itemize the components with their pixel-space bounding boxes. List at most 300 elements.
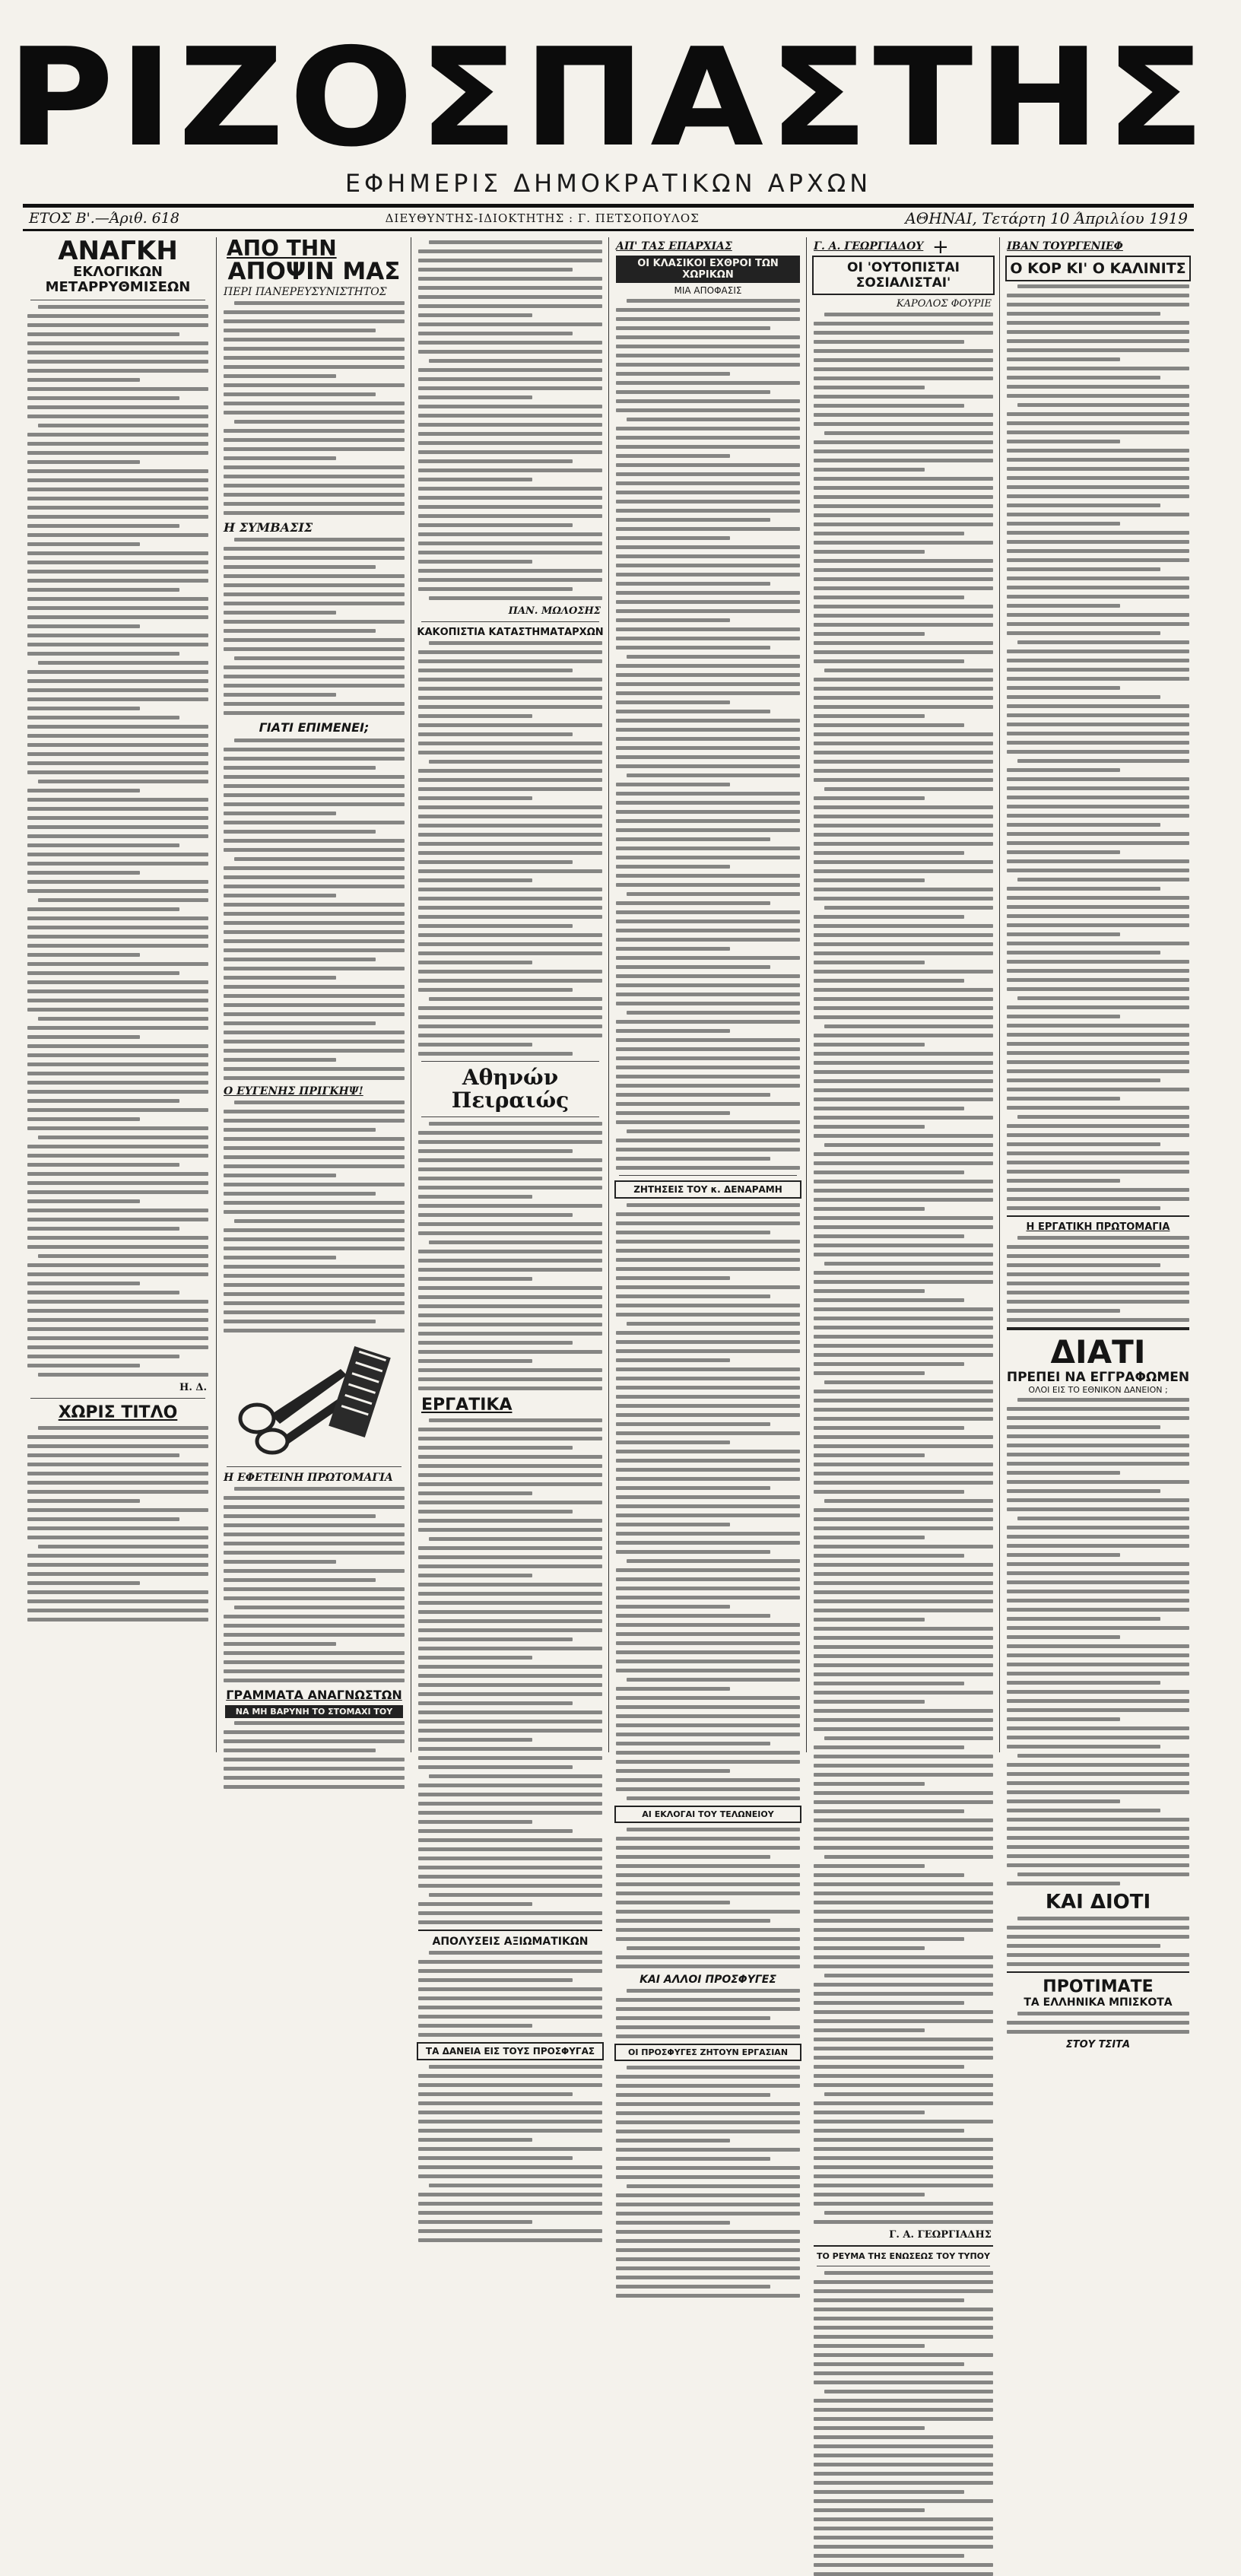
text-line (616, 463, 800, 467)
text-line (418, 2165, 602, 2169)
text-line (616, 326, 770, 330)
text-line (1007, 1926, 1189, 1930)
text-line (814, 1015, 993, 1019)
text-line (814, 623, 993, 627)
text-line (27, 652, 179, 656)
text-line (1007, 1544, 1189, 1548)
text-line (418, 1683, 602, 1687)
text-line (1007, 458, 1189, 462)
text-line (616, 1901, 730, 1904)
text-line (224, 775, 405, 779)
text-line (224, 1201, 405, 1205)
text-line (814, 367, 993, 371)
text-line (38, 1426, 208, 1430)
text-line (616, 2025, 800, 2029)
text-line (224, 1642, 336, 1646)
text-line (27, 396, 179, 400)
text-line (1007, 1836, 1189, 1840)
section-headline: Η ΕΦΕΤΕΙΝΗ ΠΡΩΤΟΜΑΓΙΑ (224, 1472, 393, 1484)
text-line (616, 1532, 800, 1536)
text-line (616, 792, 800, 796)
column-divider (999, 237, 1000, 1752)
text-line (1007, 1060, 1189, 1064)
text-line (27, 1581, 140, 1585)
text-line (814, 2399, 993, 2403)
article-headline: Ο ΚΟΡ ΚΙ' Ο ΚΑΛΙΝΙΤΣ (1005, 256, 1191, 281)
text-line (418, 1756, 602, 1760)
article-body (616, 2066, 800, 2298)
text-line (1007, 1882, 1120, 1885)
text-line (27, 387, 208, 391)
text-line (814, 714, 925, 718)
text-line (1007, 303, 1189, 307)
text-line (224, 1523, 405, 1527)
divider (421, 1116, 599, 1117)
text-line (1007, 978, 1189, 982)
text-line (224, 866, 405, 870)
text-line (1007, 412, 1189, 416)
text-line (814, 2481, 993, 2485)
text-line (224, 365, 405, 369)
text-line (814, 1435, 993, 1439)
text-line (27, 606, 208, 610)
text-line (418, 1250, 602, 1253)
text-line (824, 1974, 993, 1977)
text-line (27, 588, 179, 592)
text-line (1007, 951, 1160, 954)
text-line (616, 1669, 800, 1672)
text-line (814, 1180, 993, 1183)
text-line (27, 1008, 208, 1012)
text-line (27, 1062, 208, 1066)
text-line (814, 723, 964, 727)
text-line (27, 515, 208, 519)
text-line (418, 1884, 602, 1888)
text-line (429, 1240, 602, 1244)
text-line (418, 1332, 602, 1336)
text-line (814, 1097, 993, 1101)
text-line (234, 857, 405, 861)
text-line (616, 1623, 800, 1627)
text-line (1007, 577, 1189, 580)
text-line (814, 495, 993, 499)
advert-footer: ΣΤΟΥ ΤΣΙΤΑ (1065, 2039, 1131, 2050)
text-line (429, 2065, 602, 2069)
text-line (1017, 996, 1189, 1000)
text-line (224, 675, 405, 678)
text-line (814, 1390, 993, 1393)
text-line (616, 1231, 770, 1234)
text-line (814, 2184, 993, 2187)
text-line (1007, 631, 1160, 635)
text-line (814, 1590, 993, 1594)
text-line (418, 933, 602, 937)
text-line (814, 1636, 993, 1640)
text-line (224, 1155, 405, 1159)
text-line (616, 1998, 800, 2002)
text-line (616, 1404, 800, 1408)
text-line (814, 2129, 964, 2133)
text-line (27, 935, 208, 939)
text-line (418, 1350, 602, 1354)
text-line (224, 1110, 405, 1113)
text-line (616, 399, 800, 403)
text-line (616, 1910, 800, 1914)
text-line (616, 527, 800, 531)
text-line (27, 798, 208, 802)
text-line (814, 468, 925, 472)
text-line (27, 478, 208, 482)
text-line (1017, 1872, 1189, 1876)
text-line (224, 511, 405, 515)
text-line (824, 669, 993, 672)
text-line (616, 1056, 800, 1060)
text-line (814, 2047, 993, 2050)
text-line (27, 570, 208, 573)
text-line (814, 577, 993, 581)
text-line (418, 2006, 602, 2009)
text-line (418, 988, 573, 992)
text-line (418, 2083, 602, 2087)
text-line (418, 1286, 602, 1290)
section-subheadline: ΝΑ ΜΗ ΒΑΡΥΝΗ ΤΟ ΣΤΟΜΑΧΙ ΤΟΥ (225, 1705, 403, 1718)
text-line (224, 839, 405, 843)
text-line (418, 778, 602, 782)
article-body (418, 240, 602, 600)
text-line (616, 2166, 800, 2170)
article-body (224, 1487, 405, 1682)
text-line (224, 1542, 405, 1545)
text-line (814, 1727, 993, 1731)
text-line (814, 742, 993, 745)
text-line (27, 734, 208, 738)
text-line (1007, 1425, 1160, 1429)
text-line (418, 1213, 573, 1217)
text-line (418, 1564, 602, 1568)
text-line (418, 1875, 602, 1879)
text-line (224, 1128, 376, 1132)
text-line (616, 901, 770, 905)
text-line (616, 1846, 800, 1850)
text-line (224, 438, 405, 442)
text-line (1007, 1300, 1189, 1304)
text-line (616, 2084, 800, 2088)
text-line (616, 874, 800, 878)
text-line (814, 942, 993, 946)
text-line (418, 2202, 602, 2206)
article-body (814, 2271, 993, 2576)
text-line (418, 815, 602, 818)
text-line (616, 1587, 800, 1590)
text-line (27, 1444, 208, 1448)
text-line (814, 1107, 964, 1110)
text-line (616, 2034, 800, 2038)
text-line (1007, 494, 1189, 498)
text-line (1007, 1599, 1189, 1602)
text-line (418, 878, 532, 882)
text-line (814, 1408, 993, 1412)
text-line (418, 732, 573, 736)
text-line (418, 2147, 602, 2151)
text-line (418, 906, 602, 910)
text-line (224, 429, 405, 433)
text-line (27, 999, 208, 1002)
text-line (224, 912, 405, 916)
article-body (224, 538, 405, 715)
text-line (418, 286, 602, 290)
text-line (1007, 1745, 1160, 1749)
text-line (814, 1490, 964, 1494)
text-line (616, 920, 800, 923)
text-line (224, 611, 336, 615)
text-line (616, 536, 730, 540)
text-line (224, 976, 336, 980)
text-line (418, 1528, 602, 1532)
text-line (814, 1508, 993, 1512)
text-line (814, 687, 993, 691)
text-line (1007, 1263, 1160, 1267)
text-line (27, 533, 208, 537)
text-line (418, 1996, 602, 2000)
text-line (616, 1495, 800, 1499)
text-line (418, 1259, 602, 1263)
text-line (627, 773, 800, 777)
text-line (814, 422, 993, 426)
text-line (224, 702, 405, 706)
text-line (27, 697, 208, 701)
text-line (627, 2184, 800, 2188)
text-line (1007, 1580, 1189, 1584)
section-headline: ΟΙ ΠΡΟΣΦΥΓΕΣ ΖΗΤΟΥΝ ΕΡΓΑΣΙΑΝ (614, 2044, 801, 2061)
text-line (418, 1519, 602, 1523)
text-line (1007, 330, 1189, 334)
text-line (616, 983, 800, 987)
text-line (27, 1435, 208, 1439)
text-line (27, 1609, 208, 1612)
text-line (1007, 440, 1120, 443)
text-line (224, 1560, 336, 1564)
text-line (224, 1067, 405, 1071)
text-line (814, 1581, 993, 1585)
text-line (616, 573, 800, 577)
text-line (616, 865, 730, 869)
text-line (814, 1298, 964, 1302)
text-line (224, 629, 376, 633)
text-line (616, 938, 800, 942)
text-line (814, 1417, 993, 1421)
text-line (27, 360, 208, 364)
text-line (1007, 1097, 1120, 1101)
text-line (429, 1122, 602, 1126)
text-line (814, 614, 993, 618)
text-line (27, 716, 179, 719)
text-line (1007, 367, 1189, 370)
text-line (814, 1892, 993, 1895)
text-line (429, 240, 602, 244)
text-line (27, 1336, 208, 1340)
text-line (814, 951, 993, 955)
text-line (1007, 1462, 1189, 1466)
text-line (616, 1605, 730, 1609)
text-line (27, 752, 208, 756)
text-line (814, 2472, 993, 2476)
text-line (418, 714, 532, 718)
text-line (616, 828, 800, 832)
text-line (814, 2038, 993, 2041)
text-line (1007, 659, 1189, 662)
text-line (234, 1606, 405, 1609)
text-line (814, 1654, 993, 1658)
text-line (814, 2326, 993, 2330)
text-line (27, 770, 208, 774)
text-line (616, 1742, 770, 1745)
text-line (1007, 1245, 1189, 1249)
text-line (224, 1021, 376, 1025)
text-line (814, 751, 993, 754)
text-line (814, 2056, 993, 2060)
text-line (1017, 1517, 1189, 1520)
text-line (616, 819, 800, 823)
text-line (814, 1198, 993, 1202)
text-line (224, 939, 405, 943)
text-line (1007, 595, 1189, 599)
text-line (27, 1327, 208, 1331)
text-line (224, 1660, 405, 1664)
text-line (418, 897, 602, 900)
text-line (38, 661, 208, 665)
text-line (814, 897, 993, 900)
text-line (418, 1024, 602, 1028)
text-line (1007, 1827, 1189, 1831)
text-line (824, 431, 993, 435)
text-line (418, 1592, 602, 1596)
text-line (418, 1969, 602, 1973)
text-line (418, 478, 532, 481)
text-line (1007, 1617, 1160, 1621)
text-line (1007, 1845, 1189, 1849)
text-line (814, 2463, 993, 2466)
text-line (616, 1787, 800, 1791)
text-line (27, 989, 208, 993)
article-body (224, 1101, 405, 1332)
section-kicker: ΠΕΡΙ ΠΑΝΕΡΕΥΣΥΝΙΣΤΗΤΟΣ (224, 286, 387, 298)
text-line (224, 319, 405, 323)
text-line (27, 1526, 208, 1530)
text-line (224, 447, 405, 451)
text-line (814, 2074, 993, 2078)
text-line (1007, 2030, 1189, 2034)
text-line (418, 2174, 602, 2178)
text-line (814, 2174, 993, 2178)
text-line (224, 574, 405, 578)
article-body (27, 1426, 208, 1622)
text-line (1007, 1088, 1189, 1091)
text-line (814, 1326, 993, 1329)
text-line (814, 2001, 964, 2005)
text-line (1007, 549, 1189, 553)
text-line (418, 1341, 573, 1345)
text-line (814, 2298, 964, 2302)
text-line (27, 1035, 140, 1039)
article-body (1007, 1236, 1189, 1322)
text-line (814, 2147, 993, 2151)
text-line (418, 2220, 532, 2224)
text-line (418, 961, 532, 964)
text-line (27, 561, 208, 564)
text-line (814, 1682, 964, 1685)
text-line (824, 2211, 993, 2215)
text-line (27, 442, 208, 446)
text-line (27, 1554, 208, 1558)
text-line (616, 1514, 800, 1517)
text-line (814, 376, 993, 380)
article-body (224, 301, 405, 515)
text-line (1007, 1644, 1189, 1648)
text-line (814, 1554, 964, 1558)
text-line (814, 842, 993, 846)
text-line (814, 641, 993, 645)
text-line (27, 679, 208, 683)
text-line (814, 878, 925, 882)
text-line (616, 1093, 770, 1097)
text-line (1017, 1236, 1189, 1240)
text-line (224, 1767, 405, 1771)
newspaper-title: ΡΙΖΟΣΠΑΣΤΗΣ (6, 19, 1211, 176)
text-line (1007, 604, 1120, 608)
text-line (824, 1736, 993, 1740)
text-line (1007, 1635, 1120, 1639)
text-line (616, 609, 800, 613)
divider (1007, 1327, 1189, 1330)
text-line (1007, 777, 1189, 781)
text-line (616, 1687, 730, 1691)
text-line (814, 961, 925, 964)
text-line (418, 578, 602, 582)
text-line (616, 1723, 800, 1727)
text-line (418, 1765, 573, 1769)
article-headline: ΑΝΑΓΚΗ (58, 236, 178, 266)
text-line (224, 547, 405, 551)
text-line (814, 732, 993, 736)
text-line (814, 2536, 993, 2539)
text-line (824, 1855, 993, 1859)
text-line (1017, 1917, 1189, 1920)
text-line (418, 842, 602, 846)
text-line (616, 1294, 770, 1298)
text-line (27, 971, 179, 975)
article-body (616, 1989, 800, 2038)
text-line (1007, 1717, 1120, 1721)
text-line (418, 542, 602, 545)
text-line (224, 903, 405, 907)
text-line (1007, 1197, 1189, 1201)
text-line (616, 1066, 800, 1069)
section-headline: ΤΟ ΡΕΥΜΑ ΤΗΣ ΕΝΩΣΕΩΣ ΤΟΥ ΤΥΠΟΥ (816, 2251, 990, 2261)
text-line (38, 1373, 208, 1377)
text-line (616, 436, 800, 440)
text-line (616, 1450, 800, 1453)
text-line (814, 2065, 964, 2069)
text-line (616, 1120, 800, 1124)
text-line (224, 1237, 405, 1241)
text-line (1017, 2012, 1189, 2015)
text-line (1007, 540, 1189, 544)
text-line (1007, 1309, 1120, 1313)
text-line (27, 1209, 208, 1212)
text-line (27, 743, 208, 747)
text-line (418, 1158, 602, 1162)
text-line (27, 1163, 179, 1167)
